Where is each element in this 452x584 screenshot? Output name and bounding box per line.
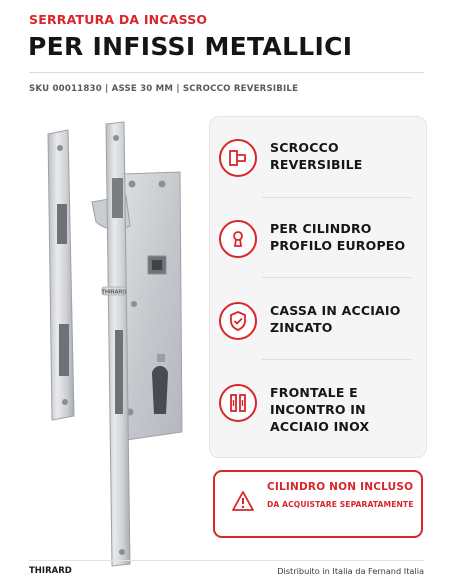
lock-product-image [30, 116, 202, 568]
feature-label-1: FRONTALE E [270, 385, 358, 400]
notice-box [213, 470, 423, 538]
keyhole-icon [219, 220, 257, 258]
faceplate-icon [219, 384, 257, 422]
shield-check-icon [219, 302, 257, 340]
feature-label-1: SCROCCO [270, 140, 339, 155]
feature-item [210, 220, 426, 300]
feature-label-1: CASSA IN ACCIAIO [270, 303, 401, 318]
header-divider [29, 72, 424, 73]
warning-icon [231, 490, 255, 512]
strike-plate [48, 130, 74, 420]
product-meta: SKU 00011830 | ASSE 30 MM | SCROCCO REVERSIBILE [29, 84, 299, 94]
feature-divider [262, 277, 412, 278]
page-title: PER INFISSI METALLICI [28, 32, 353, 61]
feature-label-2: PROFILO EUROPEO [270, 238, 406, 253]
brand-name: THIRARD [29, 566, 72, 576]
notice-title: CILINDRO NON INCLUSO [267, 481, 414, 493]
feature-divider [262, 359, 412, 360]
feature-label-2: INCONTRO IN [270, 402, 366, 417]
feature-item [210, 384, 426, 464]
feature-label-1: PER CILINDRO [270, 221, 372, 236]
reversible-latch-icon [219, 139, 257, 177]
features-panel [209, 116, 427, 458]
feature-label-2: REVERSIBILE [270, 157, 363, 172]
notice-subtitle: DA ACQUISTARE SEPARATAMENTE [267, 500, 414, 509]
feature-item [210, 139, 426, 219]
feature-item [210, 302, 426, 382]
svg-text:THIRARD: THIRARD [101, 289, 127, 296]
feature-label-3: ACCIAIO INOX [270, 419, 370, 434]
footer-divider [29, 560, 424, 561]
feature-label-2: ZINCATO [270, 320, 333, 335]
distributor-note: Distribuito in Italia da Fernand Italia [277, 566, 424, 576]
brand-stamp [102, 287, 127, 295]
eyebrow-label: SERRATURA DA INCASSO [29, 12, 208, 27]
feature-divider [262, 197, 412, 198]
lock-case [122, 172, 182, 440]
